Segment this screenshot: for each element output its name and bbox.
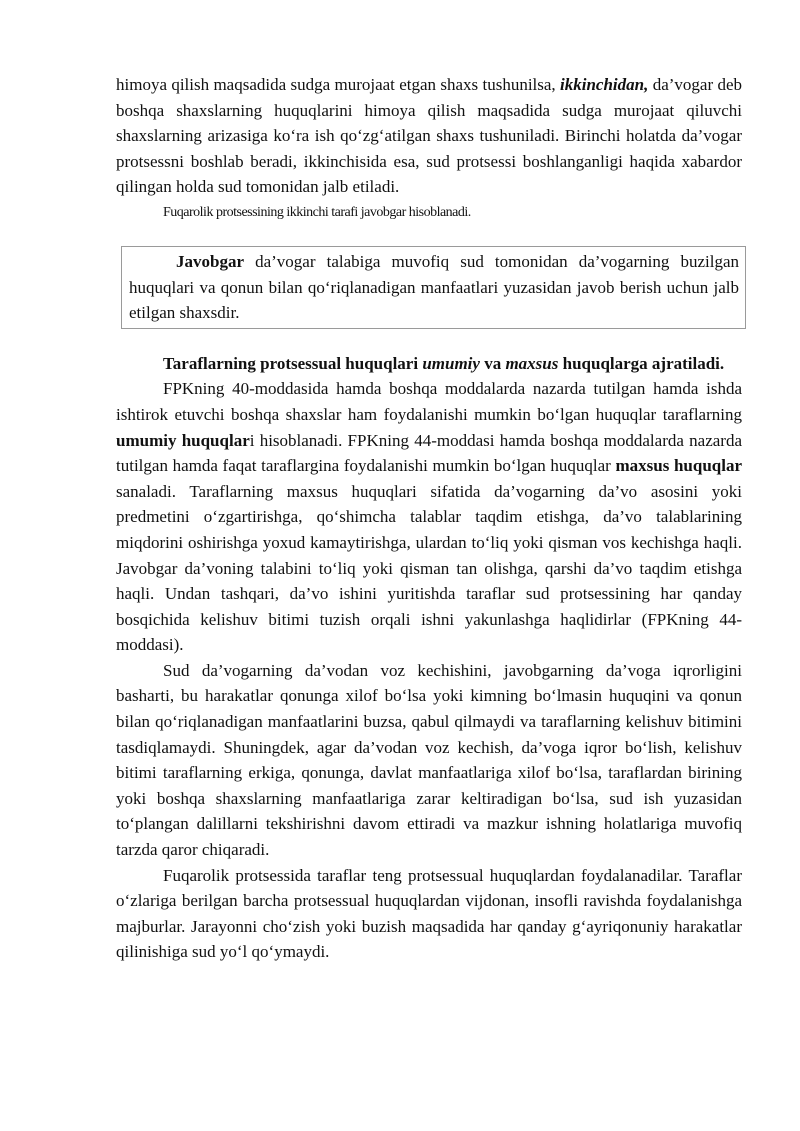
p2-text-1: FPKning 40-moddasida hamda boshqa moddalarda nazarda tutilgan hamda ishda ishtirok etuvchi boshqa shaxslar ham foydalanishi mumkin bo‘lgan huquqlar taraflarning: [116, 379, 742, 424]
p2-text-3: sanaladi. Taraflarning maxsus huquqlari sifatida da’vogarning da’vo asosini yoki predmetini o‘zgartirishga, qo‘shimcha talablar taqdim etishga, da’vo talablarining miqdorini oshirishga yoxud kamaytirishga, ulardan to‘liq yoki qisman vos kechishga haqli. Javobgar da’voning talabini to‘liq yoki qisman tan olishga, qarshi da’vo taqdim etishga haqli. Undan tashqari, da’vo ishini yuritishda taraflar sud protsessining har qanday bosqichida kelishuv bitimi tuzish orqali ishni yakunlashga haqlidirlar (FPKning 44-moddasi).: [116, 481, 742, 655]
p2-text-2: i hisoblanadi. FPKning 44-moddasi hamda boshqa moddalarda nazarda tutilgan hamda faqat taraflargina foydalanishi mumkin bo‘lgan huquqlar: [116, 430, 742, 476]
definition-box: [121, 246, 746, 329]
p2-term-general: umumiy huquqlar: [116, 430, 250, 450]
definition-term: Javobgar: [176, 251, 244, 271]
definition-text: [129, 249, 739, 326]
heading-general: umumiy: [422, 353, 480, 373]
p1-text-1: himoya qilish maqsadida sudga murojaat etgan shaxs tushunilsa,: [116, 75, 561, 94]
p2-term-special: maxsus huquqlar: [615, 456, 742, 476]
paragraph-rights: [116, 376, 742, 658]
paragraph-continuation: [116, 72, 742, 200]
respondent-intro-line: Fuqarolik protsessining ikkinchi tarafi javobgar hisoblanadi.: [163, 204, 471, 220]
section-heading: [116, 351, 742, 377]
heading-special: maxsus: [505, 353, 559, 373]
p1-emphasis: ikkinchidan,: [560, 75, 649, 94]
heading-part-3: huquqlarga ajratiladi.: [558, 353, 725, 373]
paragraph-equal-rights: Fuqarolik protsessida taraflar teng protsessual huquqlardan foydalanadilar. Taraflar o‘zlariga berilgan barcha protsessual huquqlardan vijdonan, insofli ravishda foydalanishga majburlar. Jarayonni cho‘zish yoki buzish maqsadida har qanday g‘ayriqonuniy harakatlar qilinishiga sud yo‘l qo‘ymaydi.: [116, 865, 742, 962]
definition-body: da’vogar talabiga muvofiq sud tomonidan da’vogarning buzilgan huquqlari va qonun bilan qo‘riqlanadigan manfaatlari yuzasidan javob berish uchun jalb etilgan shaxsdir.: [129, 251, 739, 323]
heading-part-2: va: [479, 353, 506, 373]
p1-text-2: da’vogar deb boshqa shaxslarning huquqlarini himoya qilish maqsadida sudga murojaat qiluvchi shaxslarning arizasiga ko‘ra ish qo‘zg‘atilgan shaxs tushuniladi. Birinchi holatda da’vogar protsessni boshlab beradi, ikkinchisida esa, sud protsessi boshlanganligi haqida xabardor qilingan holda sud tomonidan jalb etiladi.: [116, 75, 742, 197]
heading-part-1: Taraflarning protsessual huquqlari: [163, 353, 423, 373]
paragraph-court-control: Sud da’vogarning da’vodan voz kechishini, javobgarning da’voga iqrorligini basharti, bu harakatlar qonunga xilof bo‘lsa yoki kimning bo‘lmasin huquqini va qonun bilan qo‘riqlanadigan manfaatlarini buzsa, qabul qilmaydi va taraflarning kelishuv bitimini tasdiqlamaydi. Shuningdek, agar da’vodan voz kechish, da’voga iqror bo‘lish, kelishuv bitimi taraflarning erkiga, qonunga, davlat manfaatlariga xilof bo‘lsa, taraflardan birining yoki boshqa shaxslarning manfaatlariga zarar keltiradigan bo‘lsa, sud ish yuzasidan to‘plangan dalillarni tekshirishni davom ettiradi va mazkur ishning holatlariga muvofiq tarzda qaror chiqaradi.: [116, 660, 742, 860]
page-content: [116, 72, 742, 965]
